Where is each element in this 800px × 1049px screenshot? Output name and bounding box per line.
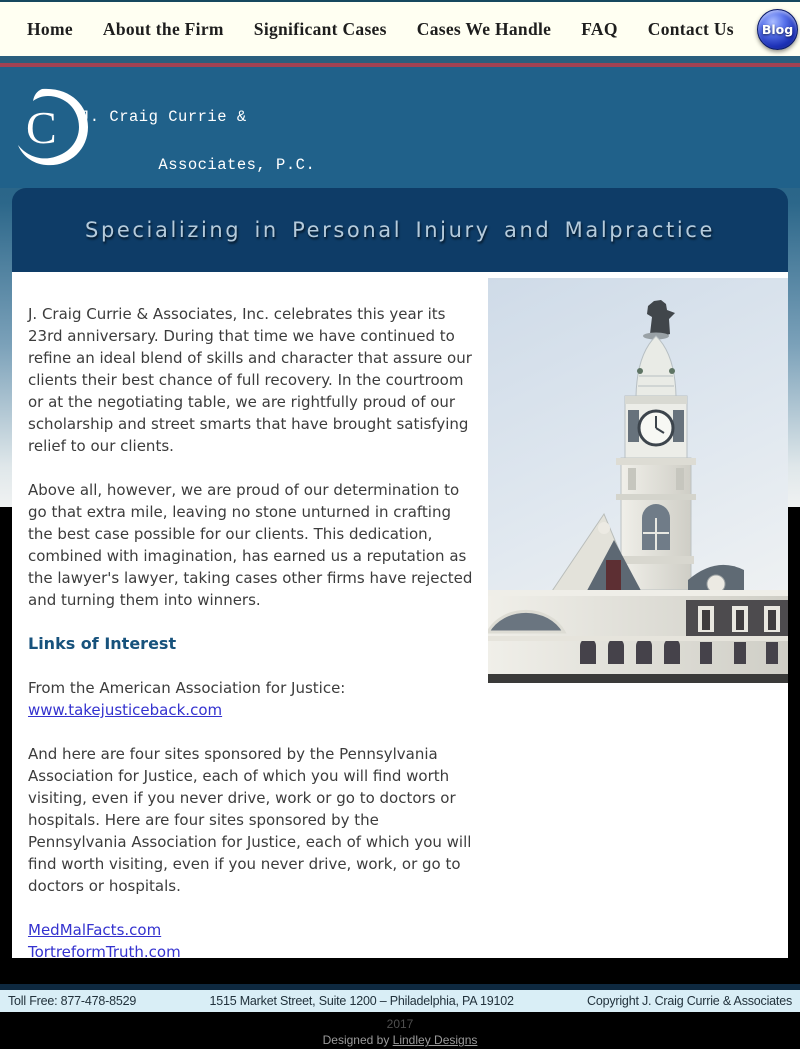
main-nav — [0, 2, 800, 56]
takejusticeback-link[interactable]: www.takejusticeback.com — [28, 701, 223, 719]
links-of-interest-heading: Links of Interest — [28, 634, 177, 653]
intro-text-column — [12, 272, 474, 958]
nav-item-home[interactable]: Home — [27, 18, 73, 39]
footer-year: 2017 — [386, 1017, 414, 1031]
aaj-intro-text: From the American Association for Justice: — [28, 679, 346, 697]
footer-copyright: Copyright J. Craig Currie & Associates — [587, 994, 792, 1008]
footer-spacer — [0, 958, 800, 984]
designed-by-text: Designed by — [322, 1033, 390, 1047]
footer-address: 1515 Market Street, Suite 1200 – Philadelphia, PA 19102 — [209, 994, 514, 1008]
firm-name-line1: J. Craig Currie & — [80, 108, 247, 126]
medmalfacts-link[interactable]: MedMalFacts.com — [28, 921, 162, 939]
tagline-banner — [12, 188, 788, 272]
footer-designed-by — [0, 1033, 800, 1047]
masthead — [0, 67, 800, 188]
footer-bar — [0, 990, 800, 1012]
nav-item-faq[interactable]: FAQ — [581, 18, 618, 39]
blog-button-label: Blog — [761, 22, 794, 37]
nav-item-contact-us[interactable]: Contact Us — [647, 18, 734, 39]
footer-toll-free: Toll Free: 877-478-8529 — [8, 994, 137, 1008]
blog-button[interactable] — [757, 9, 798, 50]
svg-text:C: C — [26, 102, 57, 153]
city-hall-photo — [488, 278, 788, 683]
nav-item-cases-we-handle[interactable]: Cases We Handle — [416, 18, 552, 39]
sponsored-site-links — [28, 919, 474, 958]
firm-name-line2: Associates, P.C. — [158, 156, 316, 174]
firm-name — [80, 105, 315, 177]
intro-paragraph-2: Above all, however, we are proud of our determination to go that extra mile, leaving no stone unturned in crafting the best case possible for our clients. This dedication, combined with imagination, has earned us a reputation as the lawyer's lawyer, taking cases other firms have rejected and turning them into winners. — [28, 481, 473, 609]
nav-item-about-the-firm[interactable]: About the Firm — [102, 18, 224, 39]
tagline-title: Specializing in Personal Injury and Malpractice — [85, 218, 715, 242]
paj-paragraph: And here are four sites sponsored by the Pennsylvania Association for Justice, each of which you will find worth visiting, even if you never drive, work or go to doctors or hospitals. Here are four sites sponsored by the Pennsylvania Association for Justice, each of which you will find worth visiting, even if you never drive, work, or go to doctors or hospitals. — [28, 745, 472, 895]
content-card — [12, 272, 788, 958]
tortreformtruth-link[interactable]: TortreformTruth.com — [28, 943, 181, 958]
nav-item-significant-cases[interactable]: Significant Cases — [253, 18, 387, 39]
intro-paragraph-1: J. Craig Currie & Associates, Inc. celebrates this year its 23rd anniversary. During that time we have continued to refine an ideal blend of skills and character that assure our clients their best chance of full recovery. In the courtroom or at the negotiating table, we are rightfully proud of our scholarship and street smarts that have brought satisfying relief to our clients. — [28, 305, 472, 455]
divider-teal-bar — [0, 56, 800, 63]
lindley-designs-link[interactable]: Lindley Designs — [392, 1033, 478, 1047]
